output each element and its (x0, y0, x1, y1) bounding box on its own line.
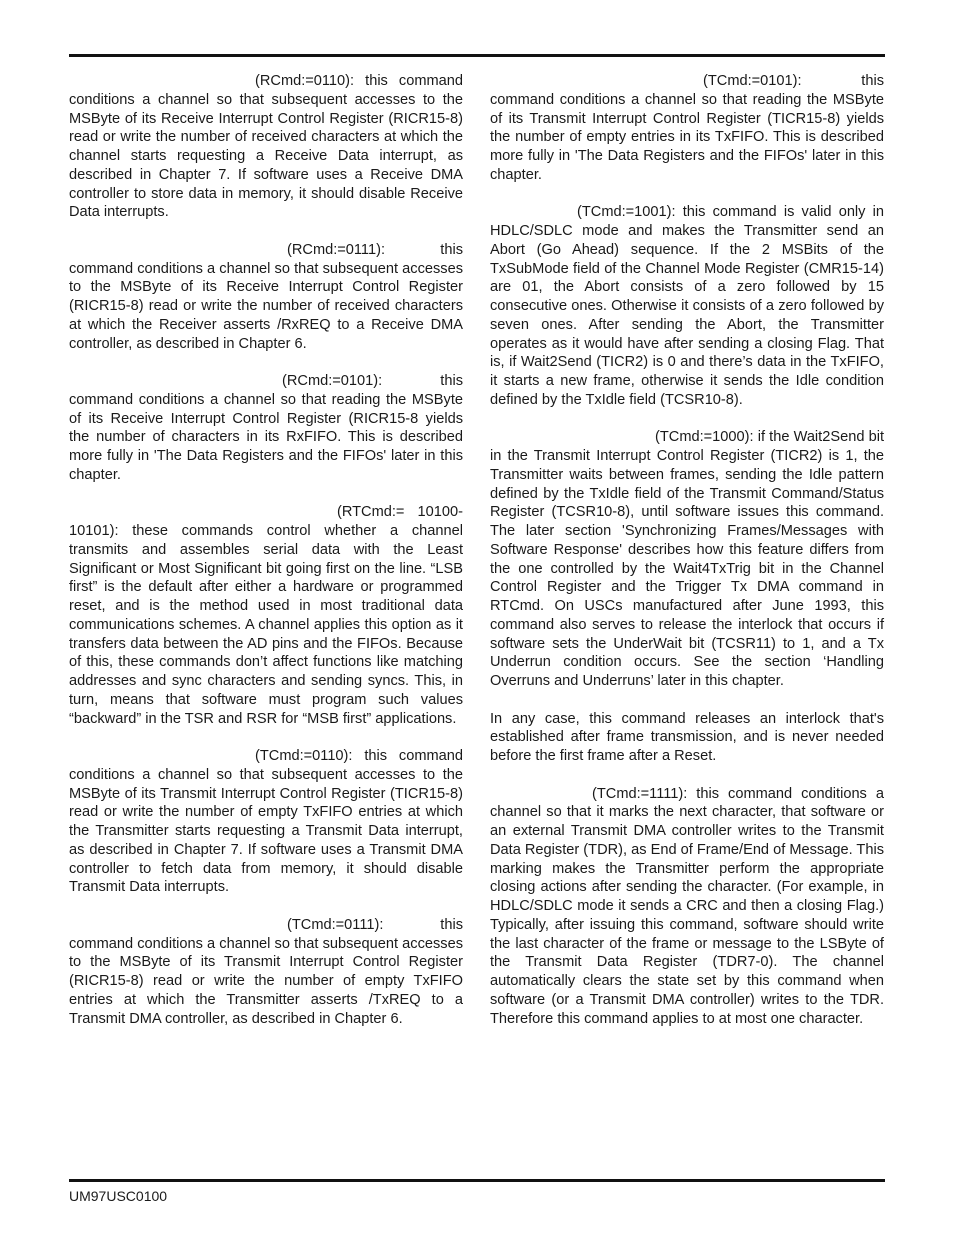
right-column (490, 72, 884, 1047)
bottom-rule (69, 1179, 885, 1182)
para-tcmd-1111: (TCmd:=1111): this command conditions a channel so that it marks the next character, that software or an external Transmit DMA controller writes to the Transmit Data Register (TDR), as End of Frame/End of Message. This marking makes the Transmitter perform the appropriate closing actions after sending the character. (For example, in HDLC/SDLC mode it sends a CRC and then a closing Flag.) Typically, after issuing this command, software should write the last character of the frame or message to the LSByte of the Transmit Data Register (TDR7-0). The channel automatically clears the state set by this command when software (or a Transmit DMA controller) writes to the TDR. Therefore this command applies to at most one character. (490, 785, 884, 1027)
para-tcmd-0101: (TCmd:=0101): this command conditions a channel so that reading the MSByte of its Transmit Interrupt Control Register (TICR15-8) yields the number of empty entries in its TxFIFO. This is described more fully in 'The Data Registers and the FIFOs' later in this chapter. (490, 73, 884, 183)
para-tcmd-1001-abort: (TCmd:=1001): this command is valid only in HDLC/SDLC mode and makes the Transmitter send an Abort (Go Ahead) sequence. If the 2 MSBits of the TxSubMode field of the Channel Mode Register (CMR15-14) are 01, the Abort consists of a zero followed by 15 consecutive ones. Otherwise it consists of a zero followed by seven ones. After sending the Abort, the Transmitter operates as it would have after sending a closing Flag. That is, if Wait2Send (TICR2) is 0 and there’s data in the TxFIFO, it starts a new frame, otherwise it sends the Idle condition defined by the TxIdle field (TCSR10-8). (490, 204, 884, 408)
para-rcmd-0110: (RCmd:=0110): this command conditions a channel so that subsequent accesses to the MSByte of its Receive Interrupt Control Register (RICR15-8) read or write the number of received characters at which the channel starts requesting a Receive Data interrupt, as described in Chapter 7. If software uses a Receive DMA controller to store data in memory, it should disable Receive Data interrupts. (69, 73, 463, 221)
para-rcmd-0111: (RCmd:=0111): this command conditions a channel so that subsequent accesses to the MSByte of its Receive Interrupt Control Register (RICR15-8) read or write the number of received characters at which the Receiver asserts /RxREQ to a Receive DMA controller, as described in Chapter 6. (69, 241, 463, 352)
para-rcmd-0101: (RCmd:=0101): this command conditions a channel so that reading the MSByte of its Receive Interrupt Control Register (RICR15-8 yields the number of characters in its RxFIFO. This is described more fully in 'The Data Registers and the FIFOs' later in this chapter. (69, 373, 463, 483)
para-rtcmd-lsb-msb: (RTCmd:= 10100-10101): these commands control whether a channel transmits and assembles serial data with the Least Significant or Most Significant bit going first on the line. “LSB first” is the default after either a hardware or programmed reset, and is the method used in most traditional data communications schemes. A channel applies this option as it transfers data between the AD pins and the FIFOs. Because of this, these commands don’t affect functions like matching addresses and sync characters and sending syncs. This, in turn, means that software must program such values “backward” in the TSR and RSR for “MSB first” applications. (69, 504, 463, 727)
para-interlock-note: In any case, this command releases an interlock that's established after frame transmission, and is never needed before the first frame after a Reset. (490, 710, 884, 764)
para-tcmd-1000: (TCmd:=1000): if the Wait2Send bit in the Transmit Interrupt Control Register (TICR2) is 1, the Transmitter waits between frames, sending the Idle pattern defined by the TxIdle field of the Transmit Command/Status Register (TCSR10-8), until software issues this command. The later section 'Synchronizing Frames/Messages with Software Response' describes how this feature differs from the one controlled by the Wait4TxTrig bit in the Channel Control Register and the Trigger Tx DMA command in RTCmd. On USCs manufactured after June 1993, this command also serves to release the interlock that occurs if software sets the UnderWait bit (TCSR11) to 1, and a Tx Underrun condition occurs. See the section ‘Handling Overruns and Underruns’ later in this chapter. (490, 429, 884, 689)
left-column (69, 72, 463, 1047)
top-rule (69, 54, 885, 57)
footer-doc-code: UM97USC0100 (69, 1188, 168, 1204)
para-tcmd-0111: (TCmd:=0111): this command conditions a channel so that subsequent accesses to the MSByte of its Transmit Interrupt Control Register (RICR15-8) read or write the number of empty TxFIFO entries at which the Transmitter asserts /TxREQ to a Transmit DMA controller, as described in Chapter 6. (69, 916, 463, 1027)
para-tcmd-0110: (TCmd:=0110): this command conditions a channel so that subsequent accesses to the MSByte of its Transmit Interrupt Control Register (TICR15-8) read or write the number of empty TxFIFO entries at which the Transmitter starts requesting a Transmit Data interrupt, as described in Chapter 7. If software uses a Transmit DMA controller to fetch data from memory, it should disable Transmit Data interrupts. (69, 748, 463, 896)
